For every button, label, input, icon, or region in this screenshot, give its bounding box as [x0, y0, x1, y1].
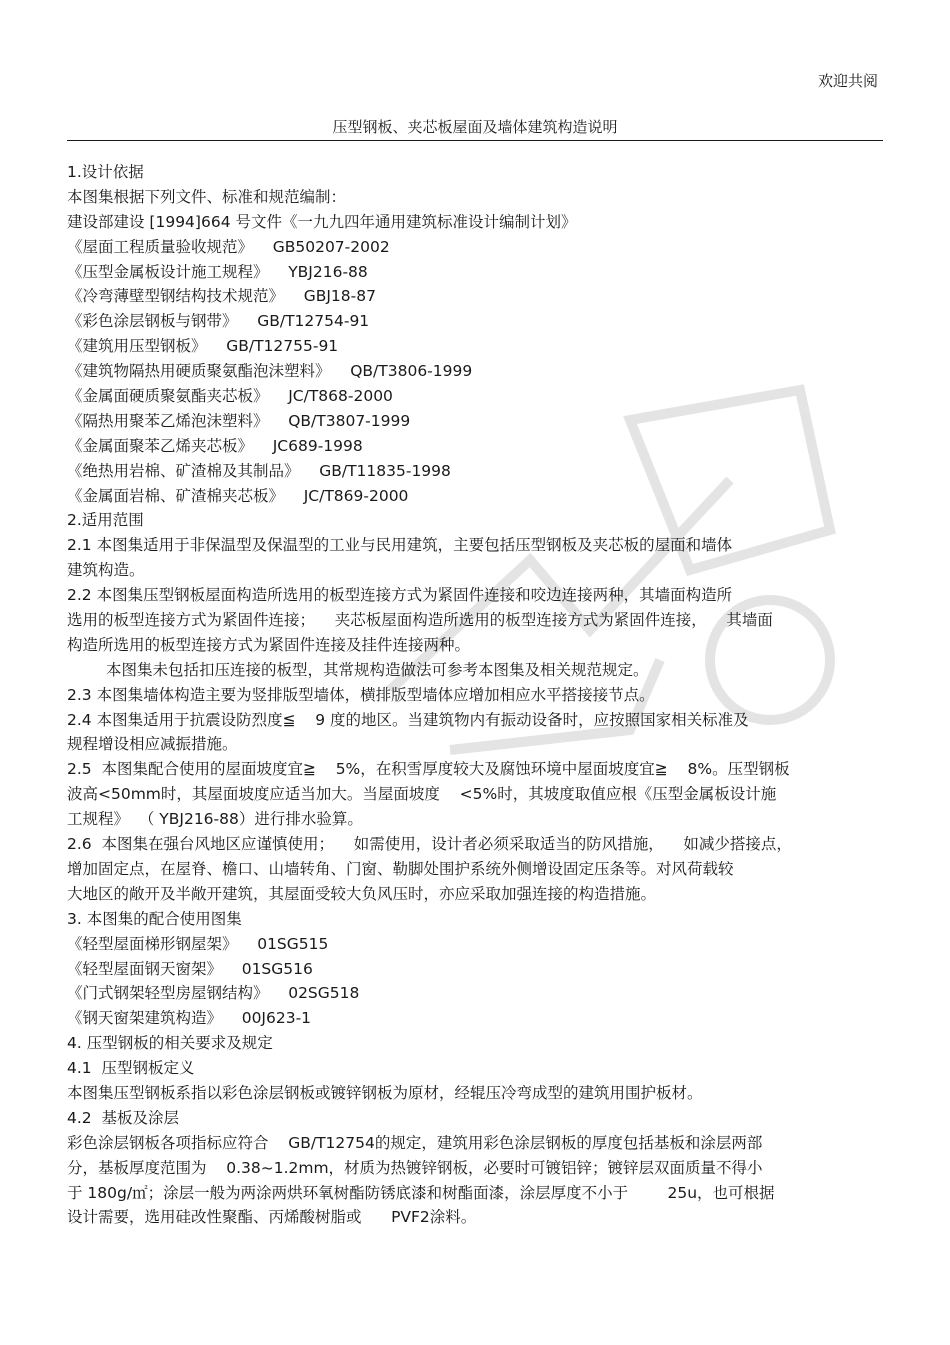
text-line: 1.设计依据: [67, 163, 144, 181]
text-line: 设计需要，选用硅改性聚酯、丙烯酸树脂或 PVF2涂料。: [67, 1208, 477, 1227]
text-line: 选用的板型连接方式为紧固件连接； 夹芯板屋面构造所选用的板型连接方式为紧固件连接， 其墙面: [67, 611, 773, 630]
text-line: 本图集未包括扣压连接的板型，其常规构造做法可参考本图集及相关规范规定。: [106, 660, 649, 679]
text-line: 《绝热用岩棉、矿渣棉及其制品》 GB/T11835-1998: [67, 461, 451, 480]
text-line: 于 180g/㎡；涂层一般为两涂两烘环氧树酯防锈底漆和树酯面漆，涂层厚度不小于 25u，也可根据: [67, 1183, 775, 1202]
text-line: 《建筑用压型钢板》 GB/T12755-91: [67, 337, 339, 356]
text-line: 构造所选用的板型连接方式为紧固件连接及挂件连接两种。: [67, 635, 471, 654]
text-line: 2.6 本图集在强台风地区应谨慎使用； 如需使用，设计者必须采取适当的防风措施， 如减少搭接点，: [67, 835, 792, 854]
text-line: 本图集压型钢板系指以彩色涂层钢板或镀锌钢板为原材，经辊压冷弯成型的建筑用围护板材。: [67, 1083, 703, 1102]
text-line: 2.3 本图集墙体构造主要为竖排版型墙体，横排版型墙体应增加相应水平搭接接节点。: [67, 685, 655, 704]
document-title: 压型钢板、夹芯板屋面及墙体建筑构造说明: [332, 118, 618, 136]
text-line: 2.4 本图集适用于抗震设防烈度≦ 9 度的地区。当建筑物内有振动设备时，应按照国家相关标准及: [67, 710, 749, 729]
text-line: 《隔热用聚苯乙烯泡沫塑料》 QB/T3807-1999: [67, 411, 411, 430]
text-line: 《金属面硬质聚氨酯夹芯板》 JC/T868-2000: [67, 387, 393, 406]
text-line: 《轻型屋面梯形钢屋架》 01SG515: [67, 934, 329, 953]
text-line: 《金属面岩棉、矿渣棉夹芯板》 JC/T869-2000: [67, 486, 409, 505]
text-line: 工规程》 （ YBJ216-88）进行排水验算。: [67, 810, 363, 829]
text-line: 《钢天窗架建筑构造》 00J623-1: [67, 1009, 312, 1028]
text-line: 《压型金属板设计施工规程》 YBJ216-88: [67, 262, 368, 281]
text-line: 3. 本图集的配合使用图集: [67, 909, 242, 928]
text-line: 大地区的敞开及半敞开建筑，其屋面受较大负风压时，亦应采取加强连接的构造措施。: [67, 884, 657, 903]
text-line: 规程增设相应减振措施。: [67, 735, 238, 754]
text-line: 2.1 本图集适用于非保温型及保温型的工业与民用建筑，主要包括压型钢板及夹芯板的屋面和墙体: [67, 536, 733, 555]
title-divider: [67, 140, 883, 141]
text-line: 《屋面工程质量验收规范》 GB50207-2002: [67, 237, 390, 256]
text-line: 本图集根据下列文件、标准和规范编制：: [67, 187, 347, 206]
text-line: 4.1 压型钢板定义: [67, 1059, 195, 1078]
text-line: 《金属面聚苯乙烯夹芯板》 JC689-1998: [67, 436, 363, 455]
text-line: 《门式钢架轻型房屋钢结构》 02SG518: [67, 984, 360, 1003]
text-line: 《轻型屋面钢天窗架》 01SG516: [67, 959, 313, 978]
text-line: 2.适用范围: [67, 511, 144, 530]
text-line: 2.5 本图集配合使用的屋面坡度宜≧ 5%，在积雪厚度较大及腐蚀环境中屋面坡度宜≧ 8%。压型钢板: [67, 760, 790, 779]
text-line: 彩色涂层钢板各项指标应符合 GB/T12754的规定，建筑用彩色涂层钢板的厚度包括基板和涂层两部: [67, 1133, 763, 1152]
text-line: 4.2 基板及涂层: [67, 1108, 180, 1127]
text-line: 建筑构造。: [67, 561, 145, 580]
text-line: 增加固定点，在屋脊、檐口、山墙转角、门窗、勒脚处围护系统外侧增设固定压条等。对风荷载较: [67, 859, 734, 878]
document-body: [67, 160, 883, 1230]
text-line: 波高<50mm时，其屋面坡度应适当加大。当屋面坡度 <5%时，其坡度取值应根《压型金属板设计施: [67, 785, 777, 804]
text-line: 4. 压型钢板的相关要求及规定: [67, 1034, 273, 1053]
text-line: 分，基板厚度范围为 0.38~1.2mm，材质为热镀锌钢板，必要时可镀铝锌；镀锌层双面质量不得小: [67, 1158, 763, 1177]
header-note: 欢迎共阅: [817, 72, 878, 90]
text-line: 《建筑物隔热用硬质聚氨酯泡沫塑料》 QB/T3806-1999: [67, 362, 473, 381]
text-line: 建设部建设 [1994]664 号文件《一九九四年通用建筑标准设计编制计划》: [67, 212, 577, 231]
text-line: 《冷弯薄壁型钢结构技术规范》 GBJ18-87: [67, 287, 376, 306]
text-line: 2.2 本图集压型钢板屋面构造所选用的板型连接方式为紧固件连接和咬边连接两种，其墙面构造所: [67, 586, 733, 605]
text-line: 《彩色涂层钢板与钢带》 GB/T12754-91: [67, 312, 370, 331]
